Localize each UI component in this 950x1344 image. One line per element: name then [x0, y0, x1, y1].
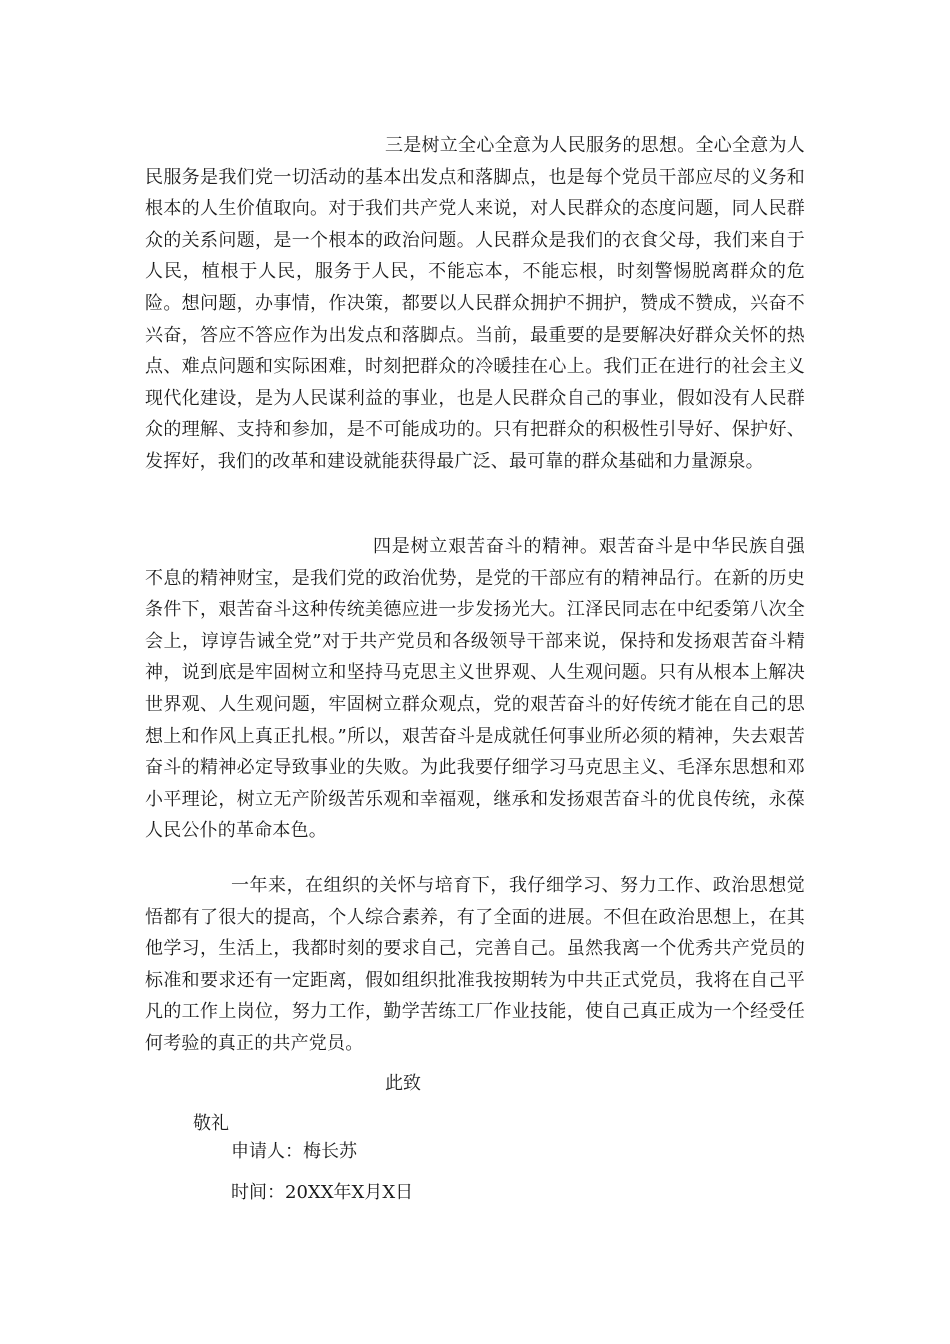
paragraph-hard-work: 四是树立艰苦奋斗的精神。艰苦奋斗是中华民族自强不息的精神财宝，是我们党的政治优势，是党的干部应有的精神品行。在新的历史条件下，艰苦奋斗这种传统美德应进一步发扬光大。江泽民同志在中纪委第八次全会上，谆谆告诫全党”对于共产党员和各级领导干部来说，保持和发扬艰苦奋斗精神，说到底是牢固树立和坚持马克思主义世界观、人生观问题。只有从根本上解决世界观、人生观问题，牢固树立群众观点，党的艰苦奋斗的好传统才能在自己的思想上和作风上真正扎根。”所以，艰苦奋斗是成就任何事业所必须的精神，失去艰苦奋斗的精神必定导致事业的失败。为此我要仔细学习马克思主义、毛泽东思想和邓小平理论，树立无产阶级苦乐观和幸福观，继承和发扬艰苦奋斗的优良传统，永葆人民公仆的革命本色。 — [145, 536, 805, 842]
signature-date: 时间：20XX年X月X日 — [231, 1182, 414, 1203]
salutation: 敬礼 — [193, 1113, 229, 1134]
paragraph-summary: 一年来，在组织的关怀与培育下，我仔细学习、努力工作、政治思想觉悟都有了很大的提高，个人综合素养，有了全面的进展。不但在政治思想上，在其他学习，生活上，我都时刻的要求自己，完善自己。虽然我离一个优秀共产党员的标准和要求还有一定距离，假如组织批准我按期转为中共正式党员，我将在自己平凡的工作上岗位，努力工作，勤学苦练工厂作业技能，使自己真正成为一个经受任何考验的真正的共产党员。 — [145, 875, 805, 1054]
paragraph-serve-people: 三是树立全心全意为人民服务的思想。全心全意为人民服务是我们党一切活动的基本出发点和落脚点，也是每个党员干部应尽的义务和根本的人生价值取向。对于我们共产党人来说，对人民群众的态度问题，同人民群众的关系问题，是一个根本的政治问题。人民群众是我们的衣食父母，我们来自于人民，植根于人民，服务于人民，不能忘本，不能忘根，时刻警惕脱离群众的危险。想问题，办事情，作决策，都要以人民群众拥护不拥护，赞成不赞成，兴奋不兴奋，答应不答应作为出发点和落脚点。当前，最重要的是要解决好群众关怀的热点、难点问题和实际困难，时刻把群众的冷暖挂在心上。我们正在进行的社会主义现代化建设，是为人民谋利益的事业，也是人民群众自己的事业，假如没有人民群众的理解、支持和参加，是不可能成功的。只有把群众的积极性引导好、保护好、发挥好，我们的改革和建设就能获得最广泛、最可靠的群众基础和力量源泉。 — [145, 135, 805, 472]
applicant-name: 申请人：梅长苏 — [231, 1141, 357, 1162]
closing-phrase: 此致 — [385, 1073, 421, 1094]
